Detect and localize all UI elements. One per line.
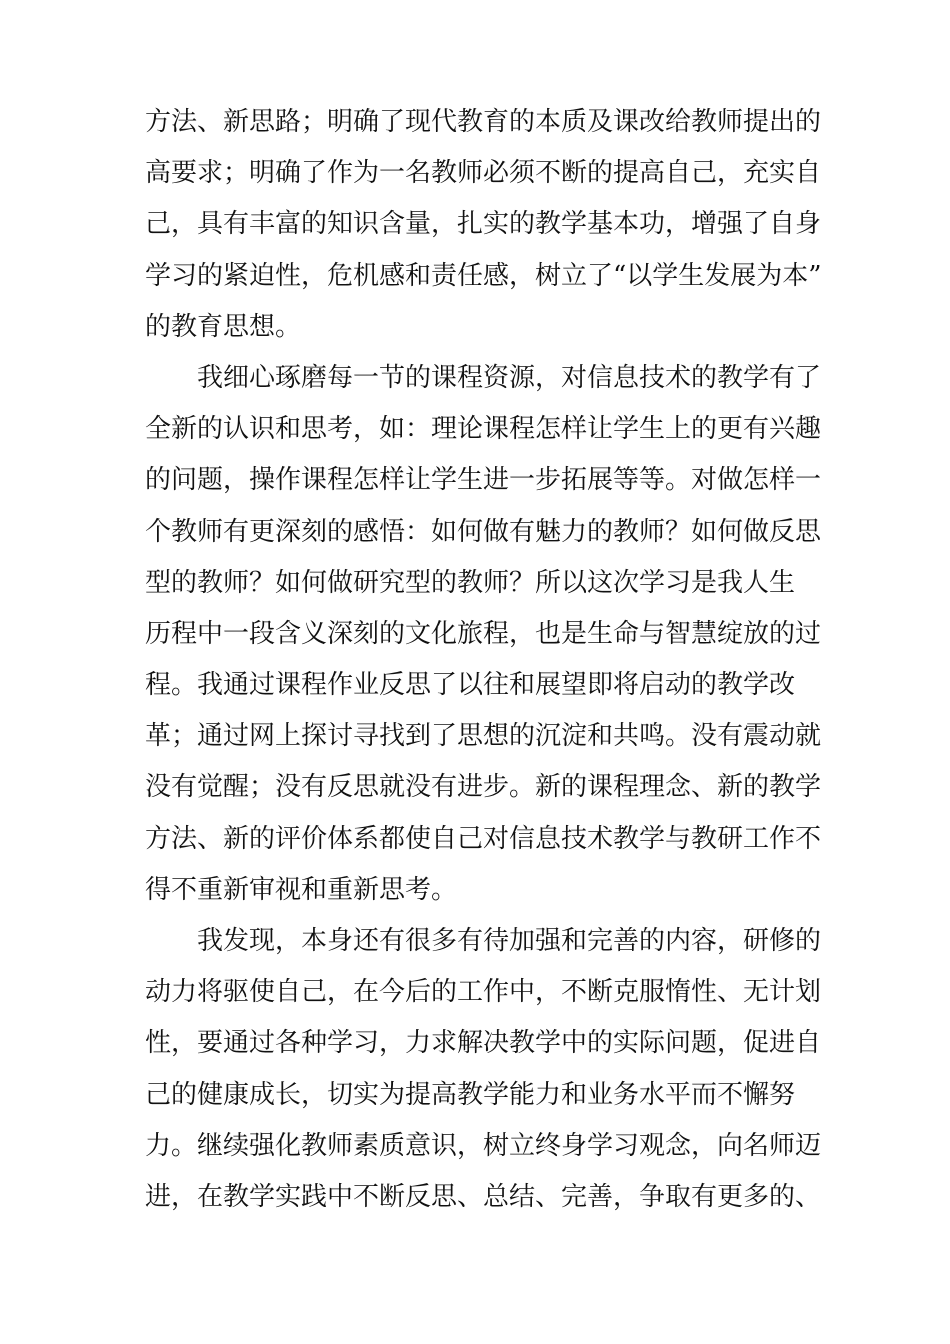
text-line: 己的健康成长，切实为提高教学能力和业务水平而不懈努 bbox=[145, 1079, 796, 1110]
text-line: 历程中一段含义深刻的文化旅程，也是生命与智慧绽放的过 bbox=[145, 618, 822, 649]
text-line: 方法、新的评价体系都使自己对信息技术教学与教研工作不 bbox=[145, 823, 822, 854]
text-line: 方法、新思路；明确了现代教育的本质及课改给教师提出的 bbox=[145, 107, 822, 137]
text-line: 的问题，操作课程怎样让学生进一步拓展等等。对做怎样一 bbox=[145, 465, 822, 496]
paragraph-first-line: 我发现，本身还有很多有待加强和完善的内容，研修的 bbox=[197, 926, 822, 956]
paragraph-first-line: 我细心琢磨每一节的课程资源，对信息技术的教学有了 bbox=[197, 362, 822, 393]
text-line: 己，具有丰富的知识含量，扎实的教学基本功，增强了自身 bbox=[145, 209, 822, 240]
text-line: 没有觉醒；没有反思就没有进步。新的课程理念、新的教学 bbox=[145, 772, 822, 803]
text-line: 力。继续强化教师素质意识，树立终身学习观念，向名师迈 bbox=[145, 1130, 822, 1161]
text-line: 学习的紧迫性，危机感和责任感，树立了“以学生发展为本” bbox=[145, 260, 822, 291]
text-line: 动力将驱使自己，在今后的工作中，不断克服惰性、无计划 bbox=[145, 977, 822, 1008]
text-line: 革；通过网上探讨寻找到了思想的沉淀和共鸣。没有震动就 bbox=[145, 721, 822, 752]
body-text bbox=[145, 97, 825, 1223]
text-line: 进，在教学实践中不断反思、总结、完善，争取有更多的、 bbox=[145, 1181, 822, 1212]
text-line: 个教师有更深刻的感悟：如何做有魅力的教师？如何做反思 bbox=[145, 516, 822, 547]
text-line: 型的教师？如何做研究型的教师？所以这次学习是我人生 bbox=[145, 567, 796, 598]
text-line: 的教育思想。 bbox=[145, 311, 302, 342]
text-line: 得不重新审视和重新思考。 bbox=[145, 874, 458, 905]
text-line: 性，要通过各种学习，力求解决教学中的实际问题，促进自 bbox=[145, 1028, 822, 1059]
text-line: 高要求；明确了作为一名教师必须不断的提高自己，充实自 bbox=[145, 158, 822, 189]
text-line: 程。我通过课程作业反思了以往和展望即将启动的教学改 bbox=[145, 670, 796, 701]
text-line: 全新的认识和思考，如：理论课程怎样让学生上的更有兴趣 bbox=[145, 414, 822, 445]
